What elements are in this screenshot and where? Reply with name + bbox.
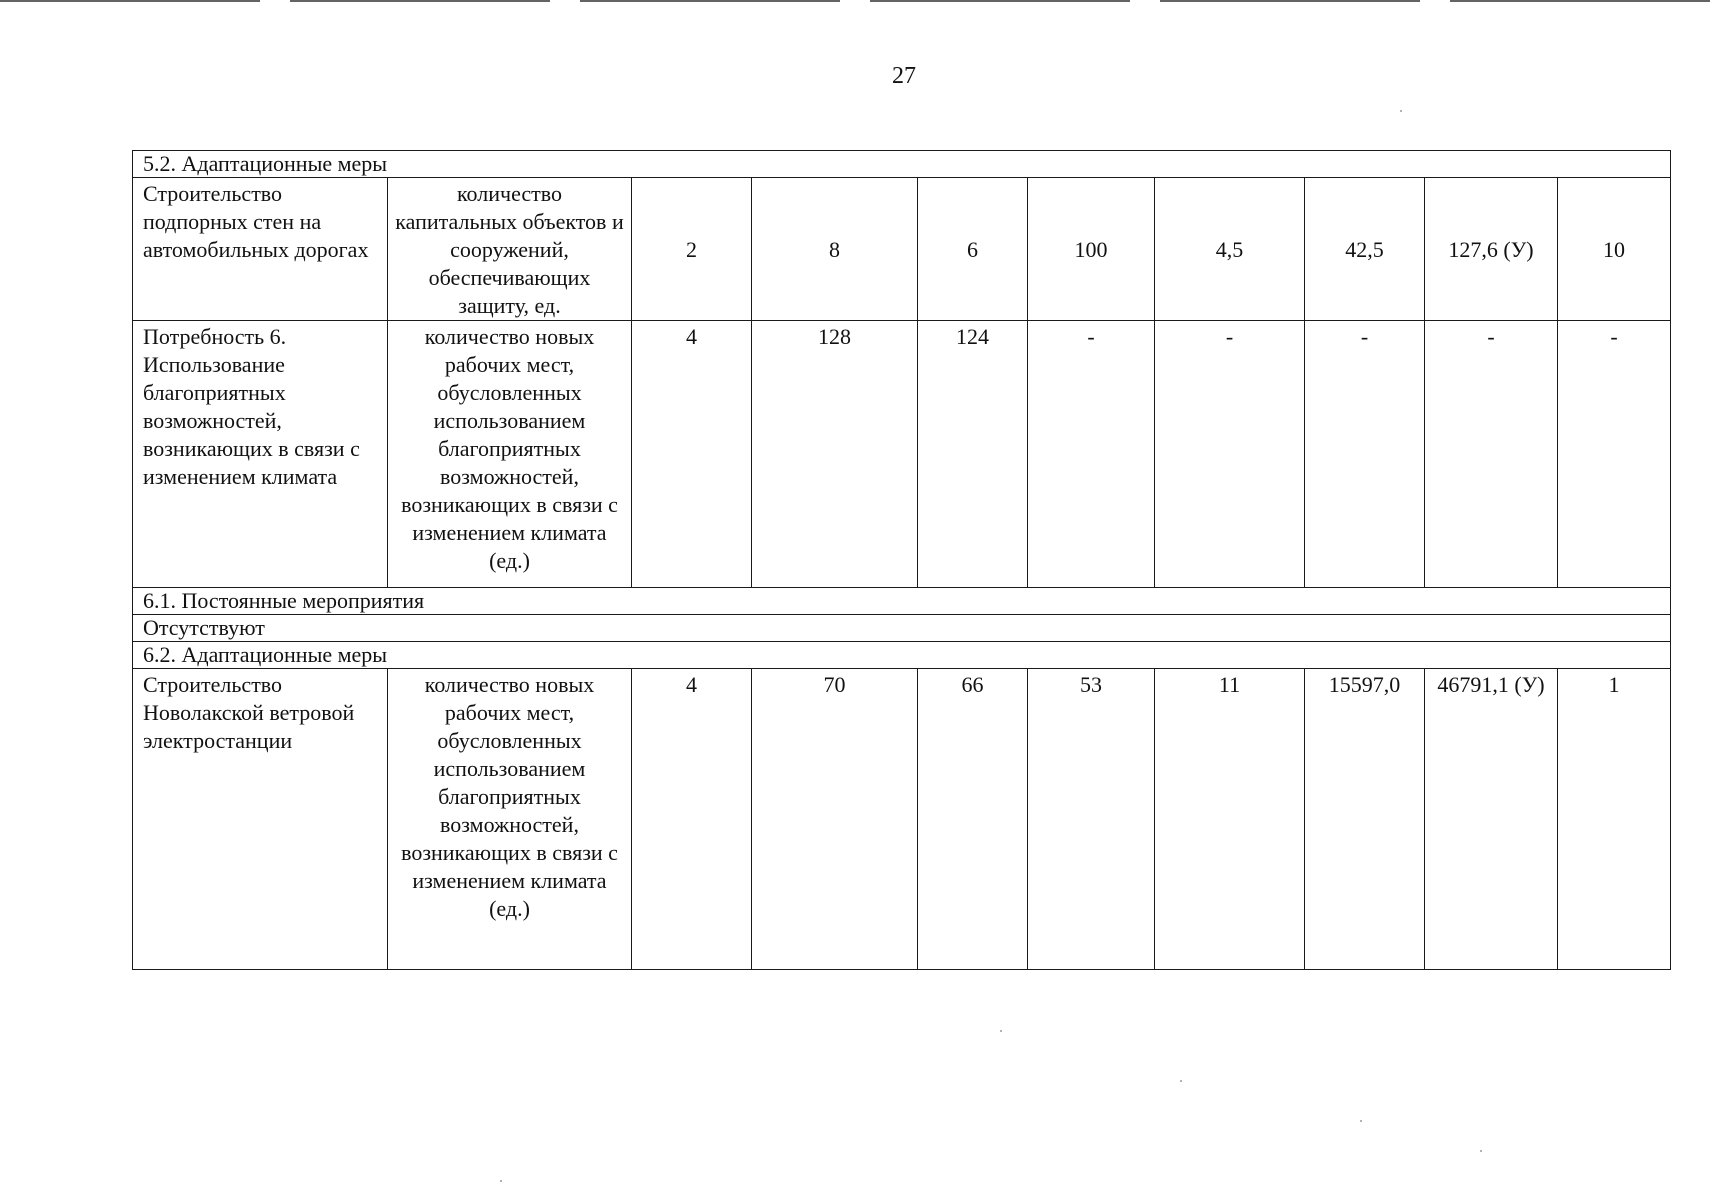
scan-top-edge (0, 0, 1717, 2)
value-cell: 53 (1028, 669, 1155, 970)
scan-speck (1400, 110, 1402, 112)
indicator-text: количество новых рабочих мест, обусловленных использованием благоприятных возможностей, возникающих в связи с изменением климата (ед.) (388, 321, 632, 588)
value-cell: 8 (752, 178, 918, 321)
value-cell: 1 (1558, 669, 1671, 970)
value-cell: 46791,1 (У) (1425, 669, 1558, 970)
measure-name: Строительство Новолакской ветровой электростанции (133, 669, 388, 970)
scan-speck (1360, 1120, 1362, 1122)
value-cell: 6 (918, 178, 1028, 321)
scan-speck (1180, 1080, 1182, 1082)
page-number: 27 (892, 63, 916, 89)
table-row (133, 321, 1671, 588)
measure-name: Потребность 6. Использование благоприятных возможностей, возникающих в связи с изменением климата (133, 321, 388, 588)
value-cell: 100 (1028, 178, 1155, 321)
value-cell: - (1155, 321, 1305, 588)
section-row (133, 151, 1671, 178)
section-row (133, 615, 1671, 642)
value-cell: 124 (918, 321, 1028, 588)
section-heading-6-2: 6.2. Адаптационные меры (133, 642, 1671, 669)
measures-table (132, 150, 1671, 970)
section-row (133, 588, 1671, 615)
value-cell: - (1425, 321, 1558, 588)
scan-speck (1000, 1030, 1002, 1032)
value-cell: 11 (1155, 669, 1305, 970)
section-row (133, 642, 1671, 669)
value-cell: 127,6 (У) (1425, 178, 1558, 321)
value-cell: 42,5 (1305, 178, 1425, 321)
table-row (133, 669, 1671, 970)
value-cell: - (1028, 321, 1155, 588)
value-cell: 2 (632, 178, 752, 321)
indicator-text: количество капитальных объектов и сооружений, обеспечивающих защиту, ед. (388, 178, 632, 321)
value-cell: 10 (1558, 178, 1671, 321)
absent-note: Отсутствуют (133, 615, 1671, 642)
value-cell: - (1305, 321, 1425, 588)
scan-speck (500, 1180, 502, 1182)
value-cell: 4 (632, 321, 752, 588)
section-heading-6-1: 6.1. Постоянные мероприятия (133, 588, 1671, 615)
value-cell: 15597,0 (1305, 669, 1425, 970)
value-cell: 66 (918, 669, 1028, 970)
scan-speck (1480, 1150, 1482, 1152)
indicator-text: количество новых рабочих мест, обусловленных использованием благоприятных возможностей, возникающих в связи с изменением климата (ед.) (388, 669, 632, 970)
value-cell: 4,5 (1155, 178, 1305, 321)
value-cell: - (1558, 321, 1671, 588)
section-heading-5-2: 5.2. Адаптационные меры (133, 151, 1671, 178)
value-cell: 128 (752, 321, 918, 588)
table-row (133, 178, 1671, 321)
value-cell: 70 (752, 669, 918, 970)
measure-name: Строительство подпорных стен на автомобильных дорогах (133, 178, 388, 321)
value-cell: 4 (632, 669, 752, 970)
